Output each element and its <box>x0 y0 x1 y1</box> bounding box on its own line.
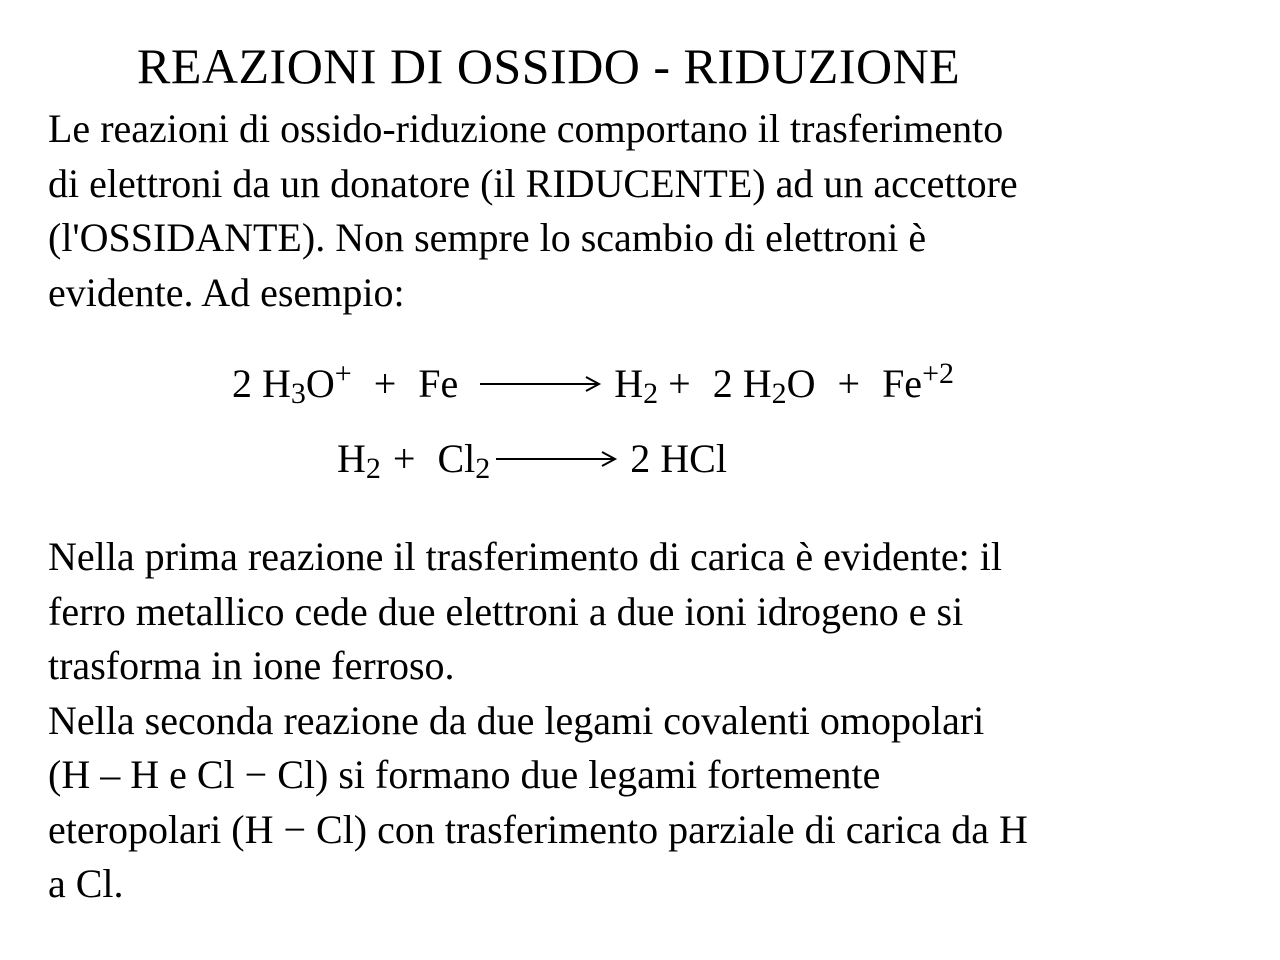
plus-sign: + <box>837 361 861 406</box>
plus-sign: + <box>668 361 691 406</box>
explanation-line: Nella prima reazione il trasferimento di carica è evidente: il <box>48 534 1002 579</box>
hydronium-charge: + <box>334 357 352 390</box>
explanation-line: ferro metallico cede due elettroni a due ioni idrogeno e si <box>48 588 964 634</box>
reactant-iron: Fe <box>418 361 459 406</box>
explanation-line: a Cl. <box>48 861 124 906</box>
chlorine-subscript: 2 <box>475 452 491 485</box>
water-coef: 2 H <box>712 361 772 406</box>
reactant-hydrogen: H <box>337 436 366 481</box>
plus-sign: + <box>373 361 397 406</box>
intro-line: evidente. Ad esempio: <box>48 269 405 315</box>
hydronium-subscript: 3 <box>290 377 306 410</box>
hydrogen-subscript: 2 <box>365 452 381 485</box>
equation-iron-hydronium <box>232 357 954 412</box>
hydrogen-subscript: 2 <box>643 377 659 410</box>
intro-line: di elettroni da un donatore (il RIDUCENTE) ad un accettore <box>48 160 1018 206</box>
hydronium-coef: 2 H <box>232 361 291 406</box>
page-title: REAZIONI DI OSSIDO - RIDUZIONE <box>137 38 961 94</box>
explanation-line: Nella seconda reazione da due legami covalenti omopolari <box>48 697 985 743</box>
explanation-line: trasforma in ione ferroso. <box>48 643 455 688</box>
reactant-chlorine: Cl <box>437 436 476 481</box>
iron-ion-charge: +2 <box>922 357 954 390</box>
water-oxygen: O <box>786 361 816 406</box>
hydronium-oxygen: O <box>305 361 335 406</box>
reactant-hydronium <box>232 357 352 410</box>
intro-paragraph <box>48 102 1018 320</box>
explanation-line: eteropolari (H − Cl) con trasferimento parziale di carica da H <box>48 806 1028 852</box>
water-subscript: 2 <box>771 377 787 410</box>
plus-sign: + <box>392 436 416 481</box>
reaction-arrow-icon <box>496 449 618 469</box>
intro-line: (l'OSSIDANTE). Non sempre lo scambio di elettroni è <box>48 215 927 260</box>
intro-line: Le reazioni di ossido-riduzione comportano il trasferimento <box>48 106 1004 151</box>
product-hcl: 2 HCl <box>630 436 727 481</box>
explanation-line: (H – H e Cl − Cl) si formano due legami fortemente <box>48 752 881 797</box>
product-hydrogen: H <box>614 361 644 406</box>
reaction-arrow-icon <box>480 374 602 394</box>
equation-hydrogen-chlorine <box>337 435 727 487</box>
explanation-paragraph <box>48 530 1028 912</box>
product-iron-ion: Fe <box>882 361 923 406</box>
